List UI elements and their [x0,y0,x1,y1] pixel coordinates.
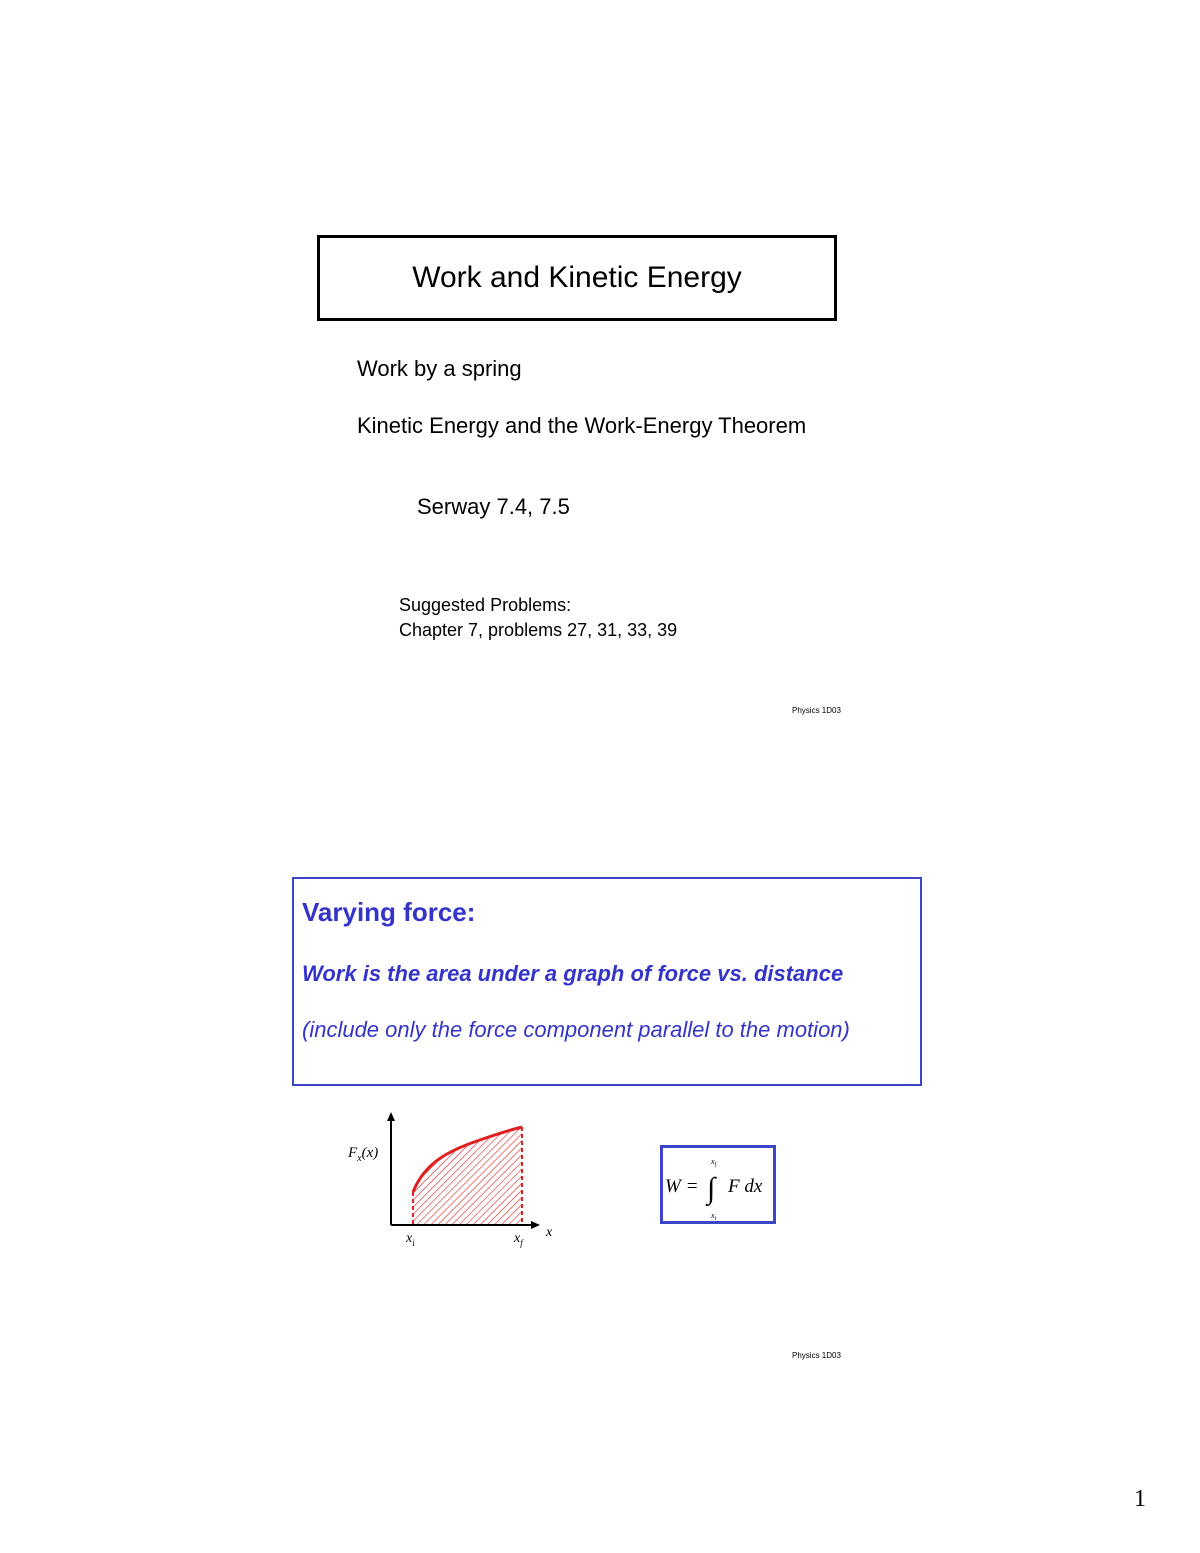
work-integral-equation [663,1148,773,1221]
topic-kinetic-energy: Kinetic Energy and the Work-Energy Theorem [357,413,807,438]
upper-limit: $x_f$ [711,1157,717,1168]
area-under-curve [413,1127,522,1225]
topic-work-by-spring: Work by a spring [357,356,522,381]
slide-title-box [317,235,837,321]
y-axis-arrow-icon [387,1112,395,1121]
suggested-problems-list: Chapter 7, problems 27, 31, 33, 39 [399,620,678,640]
y-axis-label: $F_x(x)$ [348,1145,379,1164]
textbook-reference: Serway 7.4, 7.5 [417,494,570,519]
xi-label: $x_i$ [406,1231,415,1248]
varying-force-box [292,877,922,1086]
suggested-problems-heading: Suggested Problems: [399,595,572,615]
x-axis-arrow-icon [531,1221,540,1229]
page-number: 1 [1134,1486,1146,1512]
x-axis-label: x [546,1225,553,1240]
integrand: F dx [728,1176,763,1197]
varying-force-heading: Varying force: [302,897,476,927]
slide-footer-2: Physics 1D03 [792,1351,841,1360]
integral-sign-icon: ∫ [707,1172,716,1205]
parallel-component-note: (include only the force component parallel to the motion) [302,1017,850,1042]
lower-limit: $x_i$ [711,1211,717,1221]
formula-lhs: W = [665,1176,699,1197]
work-integral-formula [660,1145,776,1224]
slide-title: Work and Kinetic Energy [412,261,742,294]
force-distance-graph [340,1110,570,1260]
slide-footer: Physics 1D03 [792,706,841,715]
xf-label: $x_f$ [514,1231,523,1248]
work-area-statement: Work is the area under a graph of force vs. distance [302,961,844,986]
